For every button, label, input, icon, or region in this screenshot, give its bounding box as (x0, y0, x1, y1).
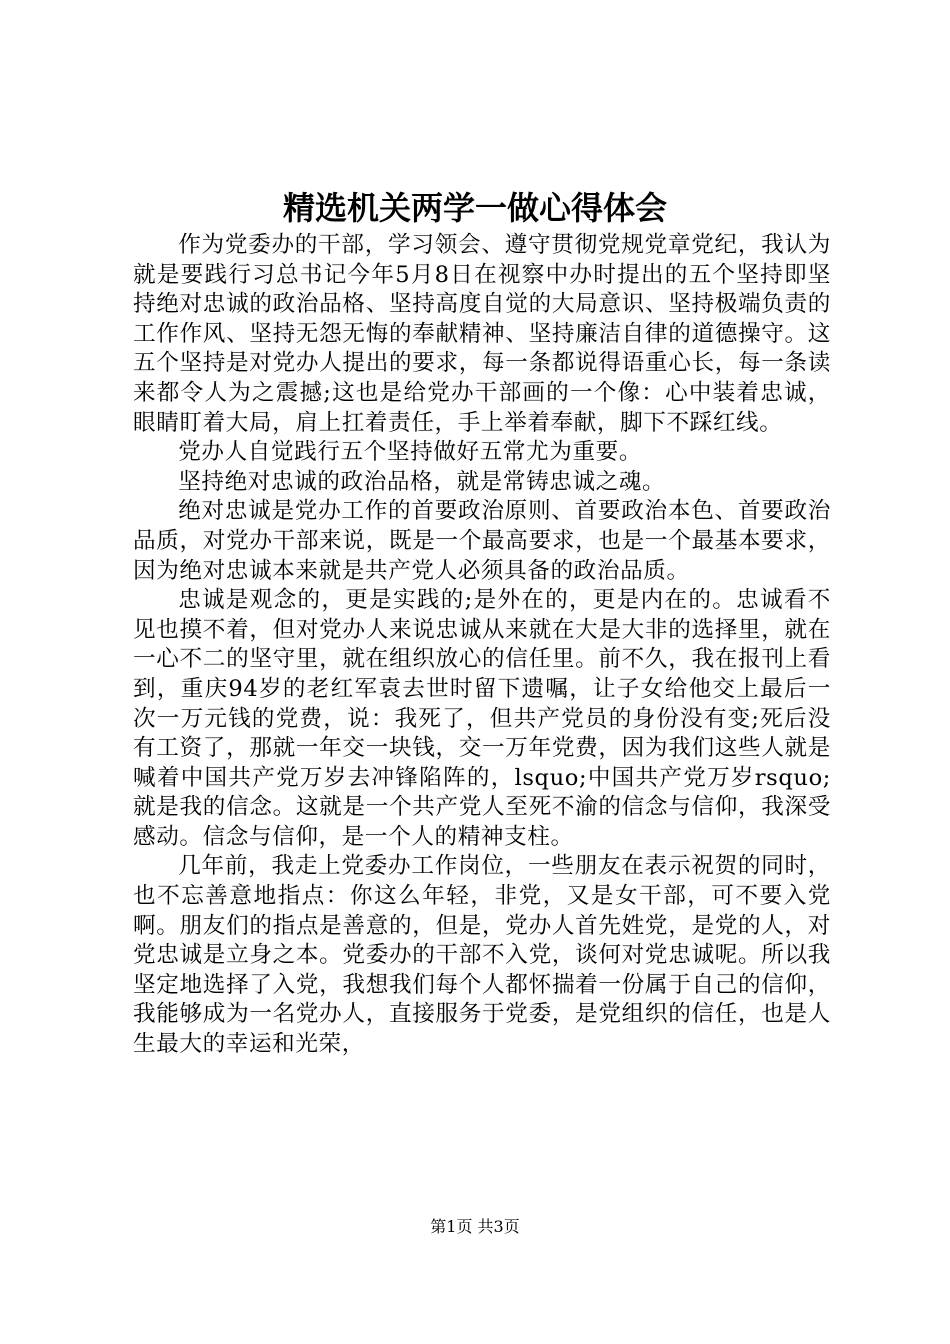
paragraph: 作为党委办的干部，学习领会、遵守贯彻党规党章党纪，我认为就是要践行习总书记今年5月8日在视察中办时提出的五个坚持即坚持绝对忠诚的政治品格、坚持高度自觉的大局意识、坚持极端负责的工作作风、坚持无怨无悔的奉献精神、坚持廉洁自律的道德操守。这五个坚持是对党办人提出的要求，每一条都说得语重心长，每一条读来都令人为之震撼;这也是给党办干部画的一个像：心中装着忠诚，眼睛盯着大局，肩上扛着责任，手上举着奉献，脚下不踩红线。 (133, 232, 831, 436)
document-body (133, 231, 831, 1060)
paragraph: 几年前，我走上党委办工作岗位，一些朋友在表示祝贺的同时，也不忘善意地指点：你这么年轻，非党，又是女干部，可不要入党啊。朋友们的指点是善意的，但是，党办人首先姓党，是党的人，对党忠诚是立身之本。党委办的干部不入党，谈何对党忠诚呢。所以我坚定地选择了入党，我想我们每个人都怀揣着一份属于自己的信仰，我能够成为一名党办人，直接服务于党委，是党组织的信任，也是人生最大的幸运和光荣， (133, 853, 831, 1058)
paragraph: 绝对忠诚是党办工作的首要政治原则、首要政治本色、首要政治品质，对党办干部来说，既是一个最高要求，也是一个最基本要求，因为绝对忠诚本来就是共产党人必须具备的政治品质。 (133, 498, 831, 584)
page-number: 第1页 共3页 (430, 1217, 520, 1236)
document-title: 精选机关两学一做心得体会 (282, 189, 667, 227)
page-footer (0, 1215, 950, 1239)
paragraph: 坚持绝对忠诚的政治品格，就是常铸忠诚之魂。 (178, 468, 666, 495)
paragraph: 忠诚是观念的，更是实践的;是外在的，更是内在的。忠诚看不见也摸不着，但对党办人来说忠诚从来就在大是大非的选择里，就在一心不二的坚守里，就在组织放心的信任里。前不久，我在报刊上看到，重庆94岁的老红军袁去世时留下遗嘱，让子女给他交上最后一次一万元钱的党费，说：我死了，但共产党员的身份没有变;死后没有工资了，那就一年交一块钱，交一万年党费，因为我们这些人就是喊着中国共产党万岁去冲锋陷阵的，lsquo;中国共产党万岁rsquo;就是我的信念。这就是一个共产党人至死不渝的信念与信仰，我深受感动。信念与信仰，是一个人的精神支柱。 (133, 587, 831, 850)
paragraph: 党办人自觉践行五个坚持做好五常尤为重要。 (178, 439, 643, 466)
